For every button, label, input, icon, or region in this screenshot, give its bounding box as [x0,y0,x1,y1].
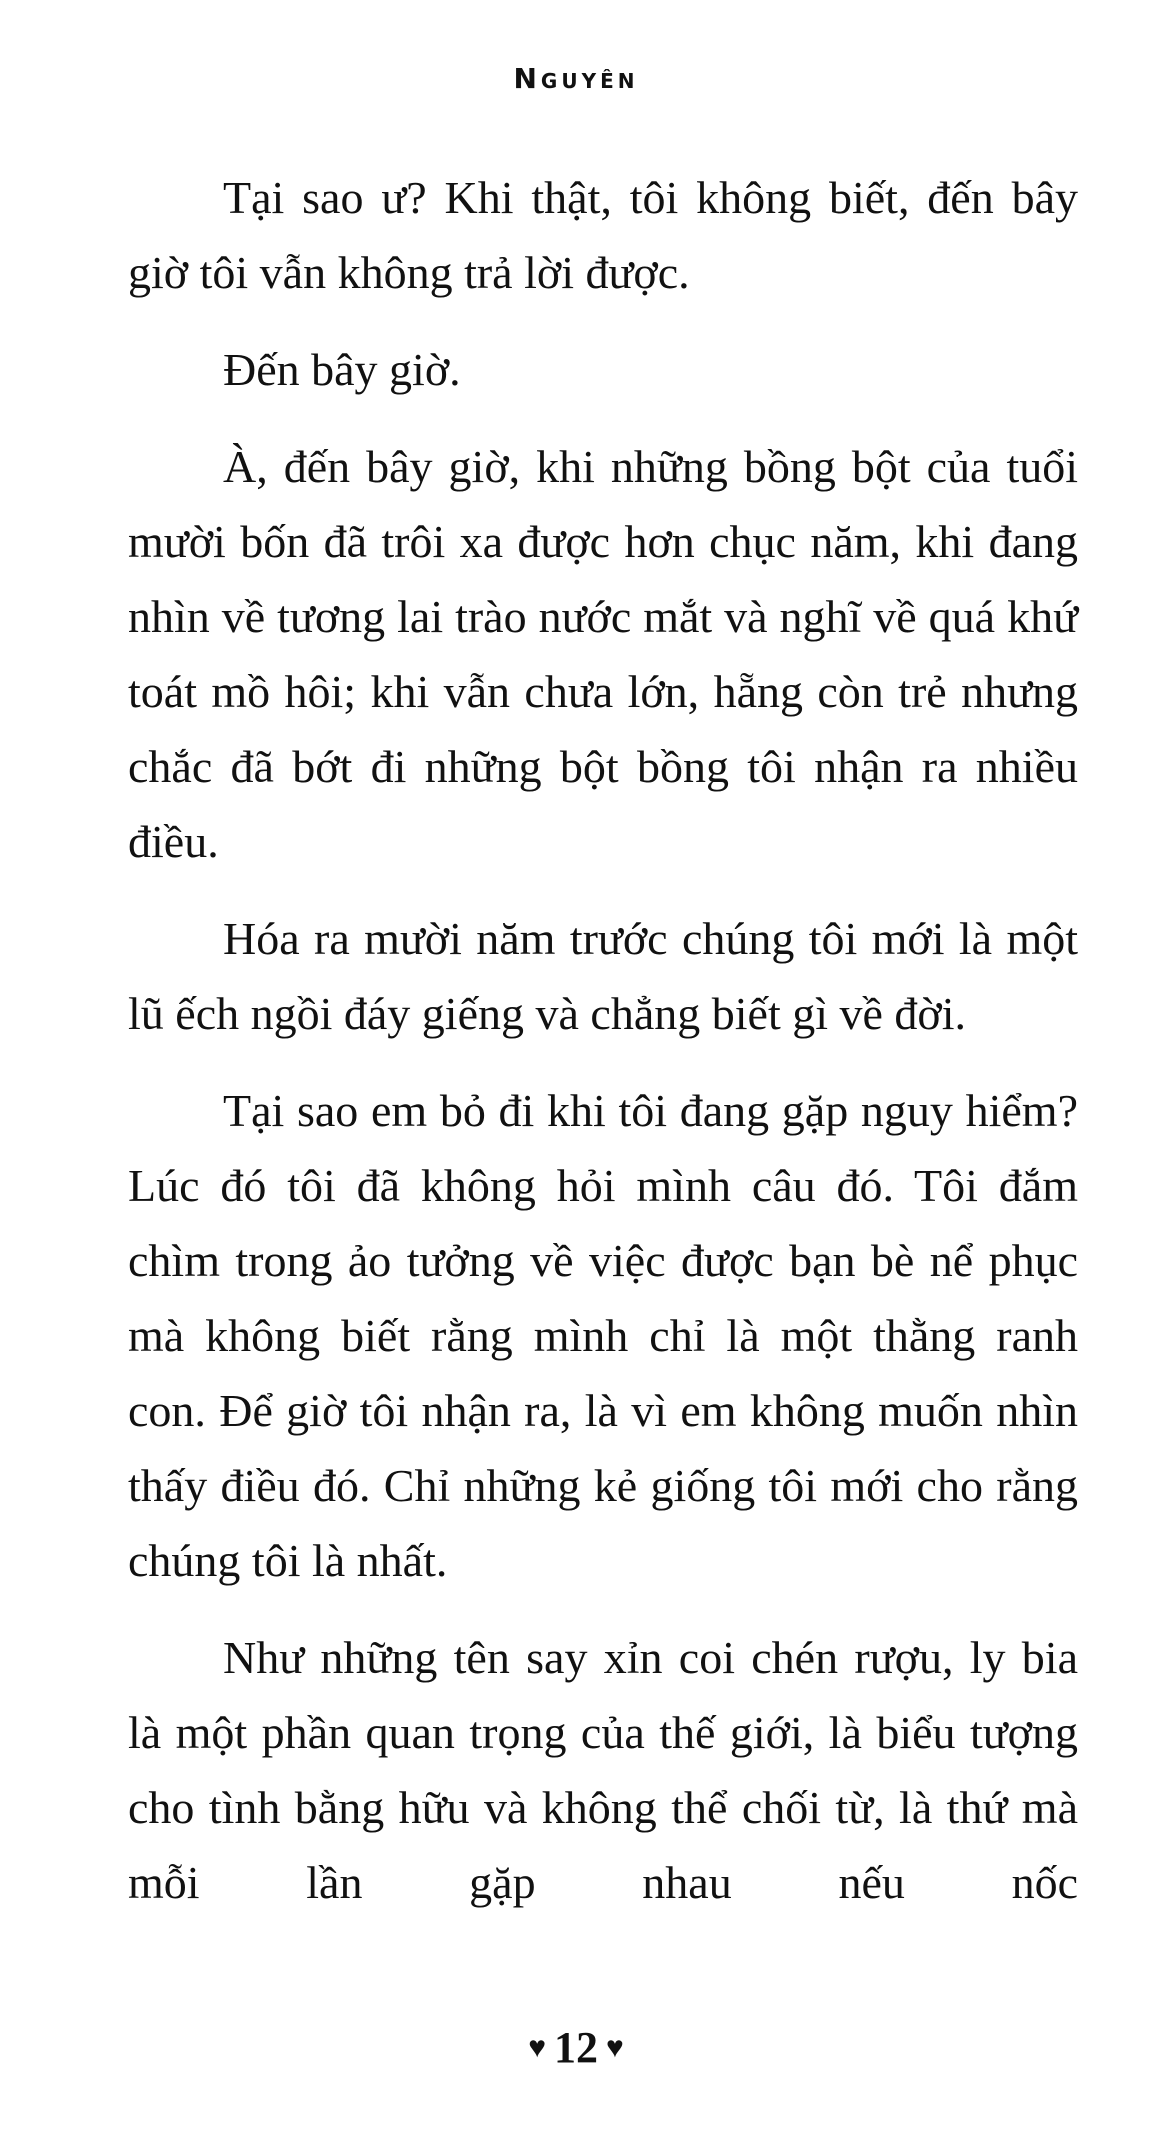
body-text [128,160,1078,1942]
paragraph: Đến bây giờ. [223,344,461,395]
paragraph: Tại sao ư? Khi thật, tôi không biết, đến bây giờ tôi vẫn không trả lời được. [128,172,1078,298]
page-number: 12 [554,2023,598,2073]
paragraph: À, đến bây giờ, khi những bồng bột của tuổi mười bốn đã trôi xa được hơn chục năm, khi đang nhìn về tương lai trào nước mắt và nghĩ về quá khứ toát mồ hôi; khi vẫn chưa lớn, hẵng còn trẻ nhưng chắc đã bớt đi những bột bồng tôi nhận ra nhiều điều. [128,441,1078,867]
heart-icon: ♥ [528,2030,546,2064]
page-footer [0,2018,1152,2073]
paragraph: Hóa ra mười năm trước chúng tôi mới là một lũ ếch ngồi đáy giếng và chẳng biết gì về đời. [128,913,1078,1039]
paragraph: Như những tên say xỉn coi chén rượu, ly bia là một phần quan trọng của thế giới, là biểu tượng cho tình bằng hữu và không thể chối từ, là thứ mà mỗi lần gặp nhau nếu nốc [128,1632,1078,1908]
heart-icon: ♥ [606,2030,624,2064]
paragraph: Tại sao em bỏ đi khi tôi đang gặp nguy hiểm? Lúc đó tôi đã không hỏi mình câu đó. Tôi đắm chìm trong ảo tưởng về việc được bạn bè nể phục mà không biết rằng mình chỉ là một thằng ranh con. Để giờ tôi nhận ra, là vì em không muốn nhìn thấy điều đó. Chỉ những kẻ giống tôi mới cho rằng chúng tôi là nhất. [128,1085,1078,1586]
running-header: Nguyên [513,62,639,95]
